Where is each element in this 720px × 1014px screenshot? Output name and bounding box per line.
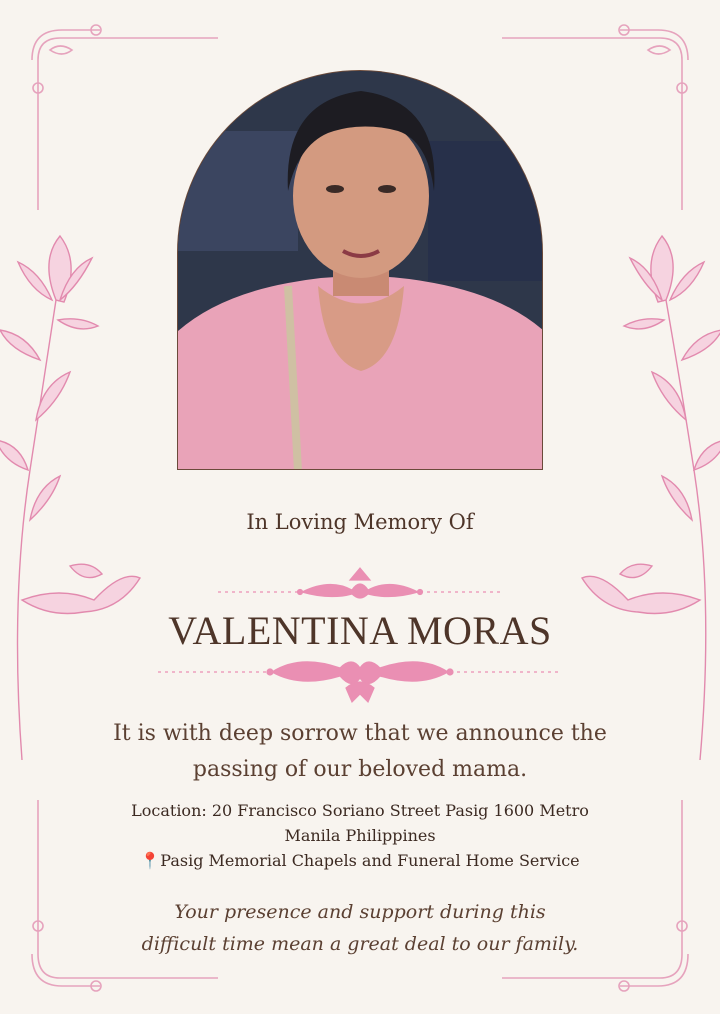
in-loving-memory-heading: In Loving Memory Of — [246, 510, 474, 534]
closing-line-2: difficult time mean a great deal to our family. — [141, 933, 579, 955]
venue-line — [0, 848, 720, 873]
map-pin-icon: 📍 — [140, 851, 161, 870]
portrait-photo — [177, 70, 543, 470]
announcement-message — [0, 716, 720, 788]
deceased-name: VALENTINA MORAS — [168, 608, 552, 653]
location-line-2: Manila Philippines — [284, 826, 436, 845]
announcement-line-2: passing of our beloved mama. — [192, 757, 528, 782]
announcement-line-1: It is with deep sorrow that we announce the — [113, 721, 607, 746]
venue-name: Pasig Memorial Chapels and Funeral Home Service — [160, 851, 580, 870]
closing-message — [0, 896, 720, 960]
closing-line-1: Your presence and support during this — [174, 901, 546, 923]
location-details — [0, 798, 720, 873]
location-line-1: Location: 20 Francisco Soriano Street Pasig 1600 Metro — [131, 801, 589, 820]
